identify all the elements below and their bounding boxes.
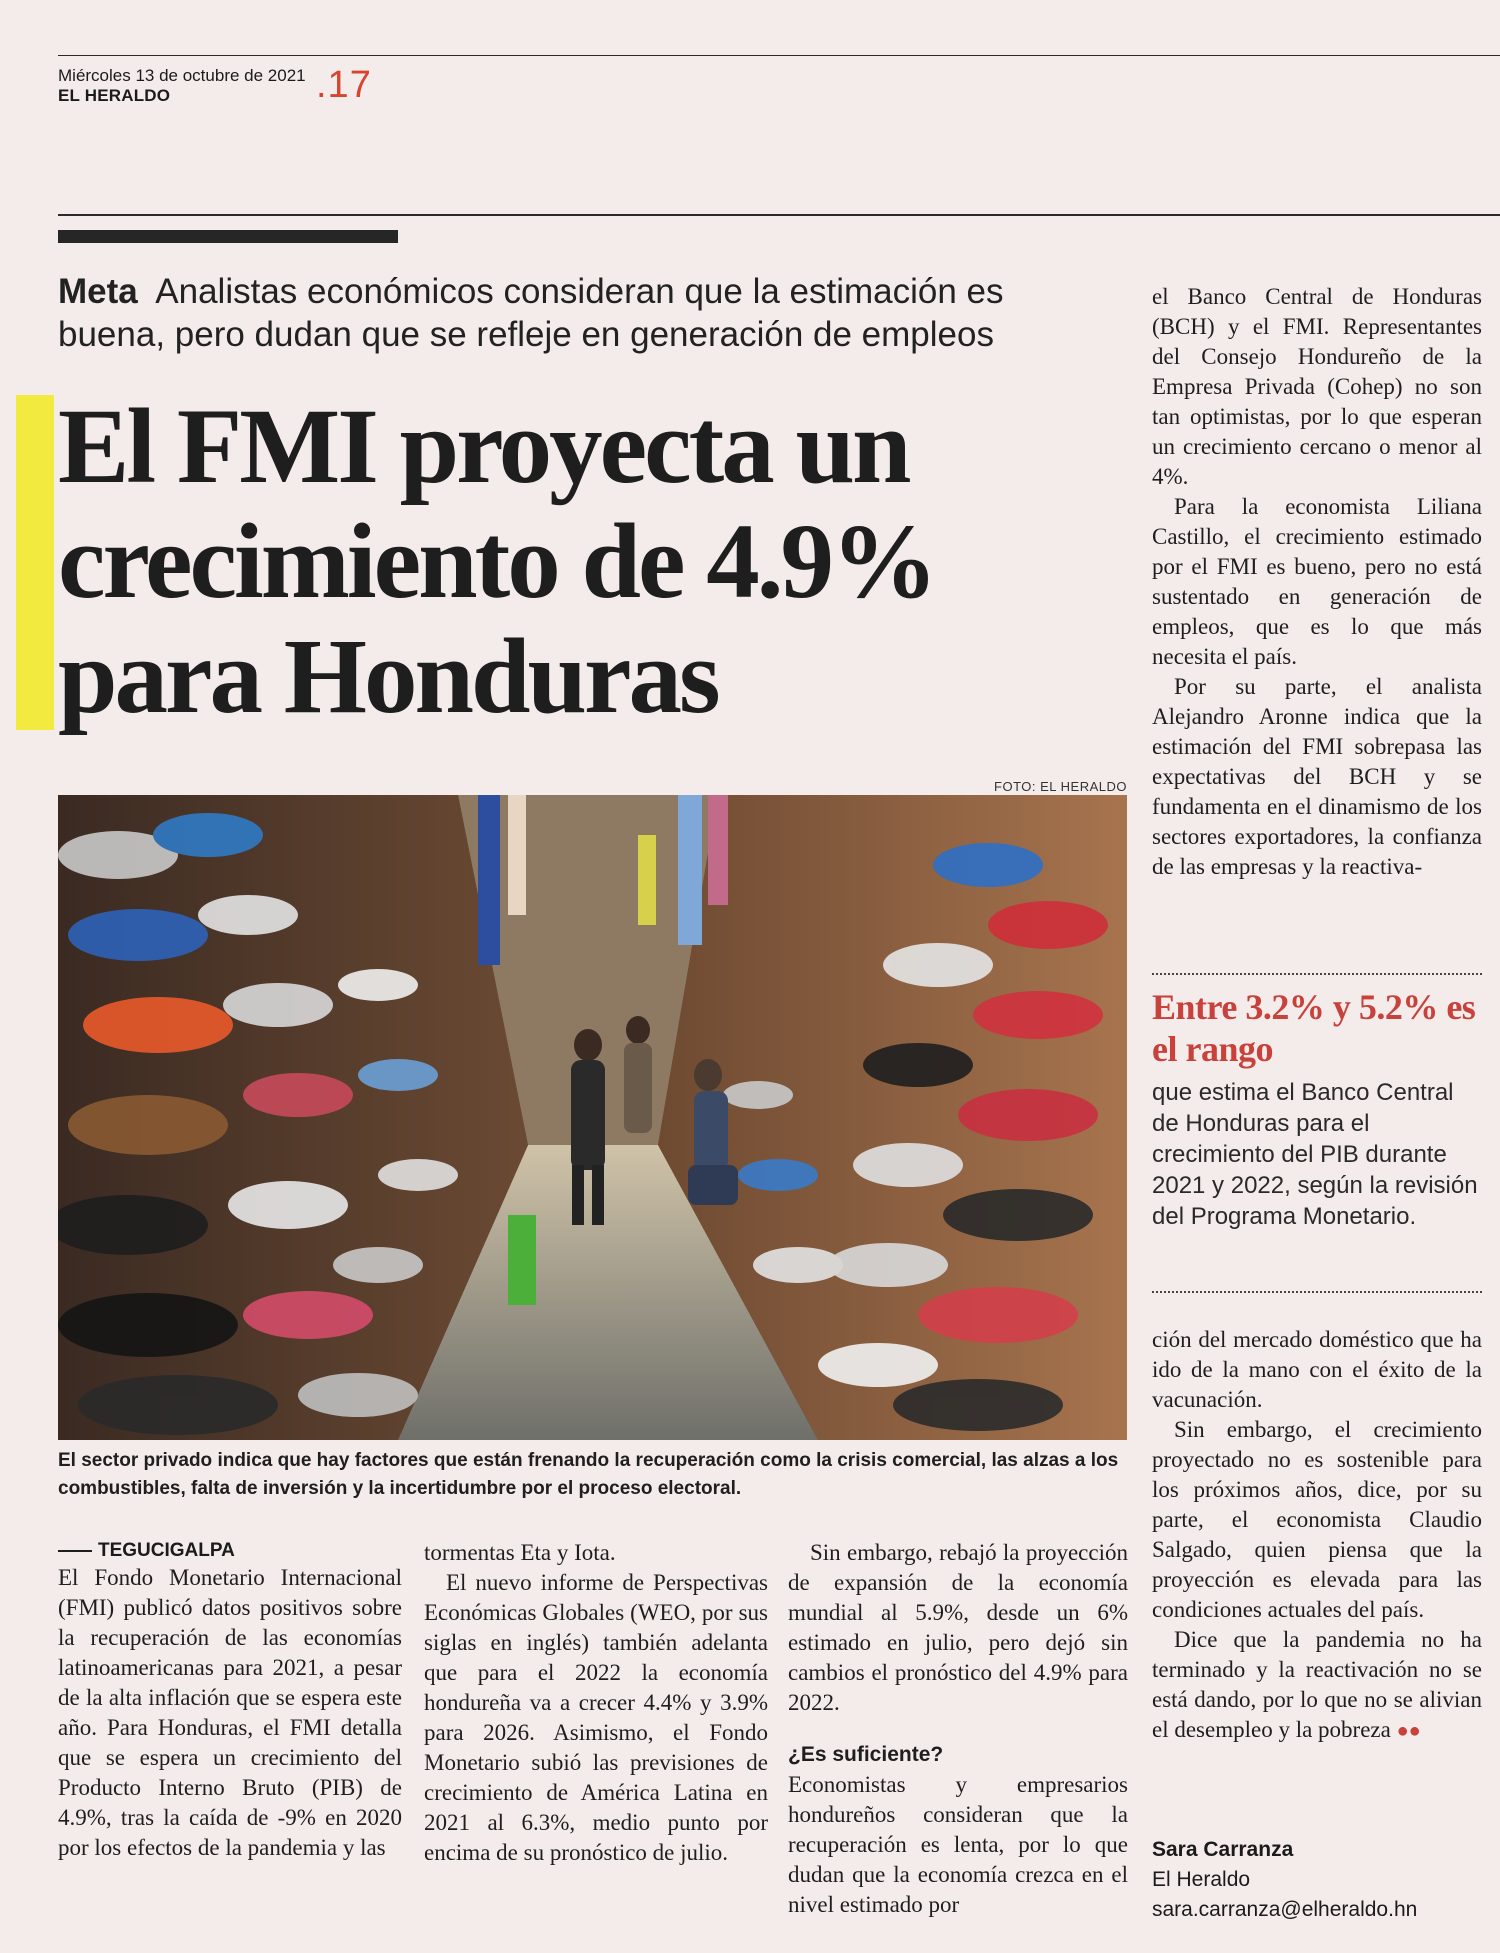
author-outlet: El Heraldo <box>1152 1868 1251 1891</box>
page-number: .17 <box>316 64 372 106</box>
closing-text: Dice que la pandemia no ha terminado y la reactivación no se está dando, por lo que no se alivian el desempleo y la pobreza <box>1152 1627 1482 1742</box>
article-paragraph: Economistas y empresarios hondureños consideran que la recuperación es lenta, por lo que dudan que la economía crezca en el nivel estimado por <box>788 1772 1128 1917</box>
kicker-text: Analistas económicos consideran que la estimación es buena, pero dudan que se refleje en generación de empleos <box>58 272 1004 354</box>
section-rule <box>58 214 1500 216</box>
dateline-rule <box>58 1550 92 1552</box>
kicker <box>58 270 1118 356</box>
pullquote-highlight: Entre 3.2% y 5.2% es el rango <box>1152 987 1476 1069</box>
pullquote-bottom-rule <box>1152 1291 1482 1293</box>
dateline-text: TEGUCIGALPA <box>98 1540 235 1561</box>
article-paragraph: Sin embargo, rebajó la proyección de expansión de la economía mundial al 5.9%, desde un 6% estimado en julio, pero dejó sin cambios el pronóstico del 4.9% para 2022. <box>788 1540 1128 1715</box>
headline-bar <box>58 230 398 243</box>
highlighter-mark <box>16 395 54 730</box>
article-paragraph <box>1152 1625 1482 1746</box>
article-paragraph: tormentas Eta y Iota. <box>424 1540 616 1565</box>
header-rule <box>58 55 1500 56</box>
article-column-3 <box>788 1538 1128 1920</box>
end-mark: ●● <box>1396 1720 1421 1742</box>
subheading: ¿Es suficiente? <box>788 1743 944 1766</box>
newspaper-name: EL HERALDO <box>58 86 171 105</box>
headline-line-2: crecimiento de 4.9% <box>58 503 936 621</box>
article-paragraph: El nuevo informe de Perspectivas Económicas Globales (WEO, por sus siglas en inglés) también adelanta que para el 2022 la economía hondureña va a crecer 4.4% y 3.9% para 2026. Asimismo, el Fondo Monetario subió las previsiones de crecimiento de América Latina en 2021 al 6.3%, medio punto por encima de su pronóstico de julio. <box>424 1570 768 1865</box>
article-paragraph: ción del mercado doméstico que ha ido de la mano con el éxito de la vacunación. <box>1152 1327 1482 1412</box>
photo-credit: FOTO: EL HERALDO <box>994 779 1127 794</box>
article-paragraph: Para la economista Liliana Castillo, el crecimiento estimado por el FMI es bueno, pero no está sustentado en generación de empleos, que es lo que más necesita el país. <box>1152 494 1482 669</box>
issue-date: Miércoles 13 de octubre de 2021 <box>58 66 306 85</box>
headline-line-3: para Honduras <box>58 618 718 736</box>
market-photo <box>58 795 1127 1440</box>
article-paragraph: Sin embargo, el crecimiento proyectado no es sostenible para los próximos años, dice, por su parte, el economista Claudio Salgado, quien piensa que la proyección es elevada para las condiciones actuales del país. <box>1152 1417 1482 1622</box>
headline <box>58 390 1138 735</box>
article-column-1 <box>58 1563 402 1863</box>
dateline <box>58 1540 235 1562</box>
article-paragraph: Por su parte, el analista Alejandro Aronne indica que la estimación del FMI sobrepasa las expectativas del BCH y se fundamenta en el dinamismo de los sectores exportadores, la confianza de las empresas y la reactiva- <box>1152 674 1482 879</box>
byline <box>1152 1835 1482 1925</box>
photo-caption: El sector privado indica que hay factores que están frenando la recuperación como la crisis comercial, las alzas a los combustibles, falta de inversión y la incertidumbre por el proceso electoral. <box>58 1450 1119 1499</box>
headline-line-1: El FMI proyecta un <box>58 388 909 506</box>
pullquote-text: que estima el Banco Central de Honduras para el crecimiento del PIB durante 2021 y 2022, según la revisión del Programa Monetario. <box>1152 1079 1478 1230</box>
article-paragraph: El Fondo Monetario Internacional (FMI) publicó datos positivos sobre la recuperación de las economías latinoamericanas para 2021, a pesar de la alta inflación que se espera este año. Para Honduras, el FMI detalla que se espera un crecimiento del Producto Interno Bruto (PIB) de 4.9%, tras la caída de -9% en 2020 por los efectos de la pandemia y las <box>58 1565 402 1860</box>
author-email[interactable]: sara.carranza@elheraldo.hn <box>1152 1898 1418 1921</box>
article-column-right-top <box>1152 282 1482 882</box>
article-column-2 <box>424 1538 768 1868</box>
article-column-right-bottom <box>1152 1325 1482 1746</box>
author-name: Sara Carranza <box>1152 1838 1294 1861</box>
pullquote-top-rule <box>1152 973 1482 975</box>
article-paragraph: el Banco Central de Honduras (BCH) y el FMI. Representantes del Consejo Hondureño de la Empresa Privada (Cohep) no son tan optimistas, por lo que esperan un crecimiento cercano o menor al 4%. <box>1152 284 1482 489</box>
kicker-label: Meta <box>58 272 138 311</box>
